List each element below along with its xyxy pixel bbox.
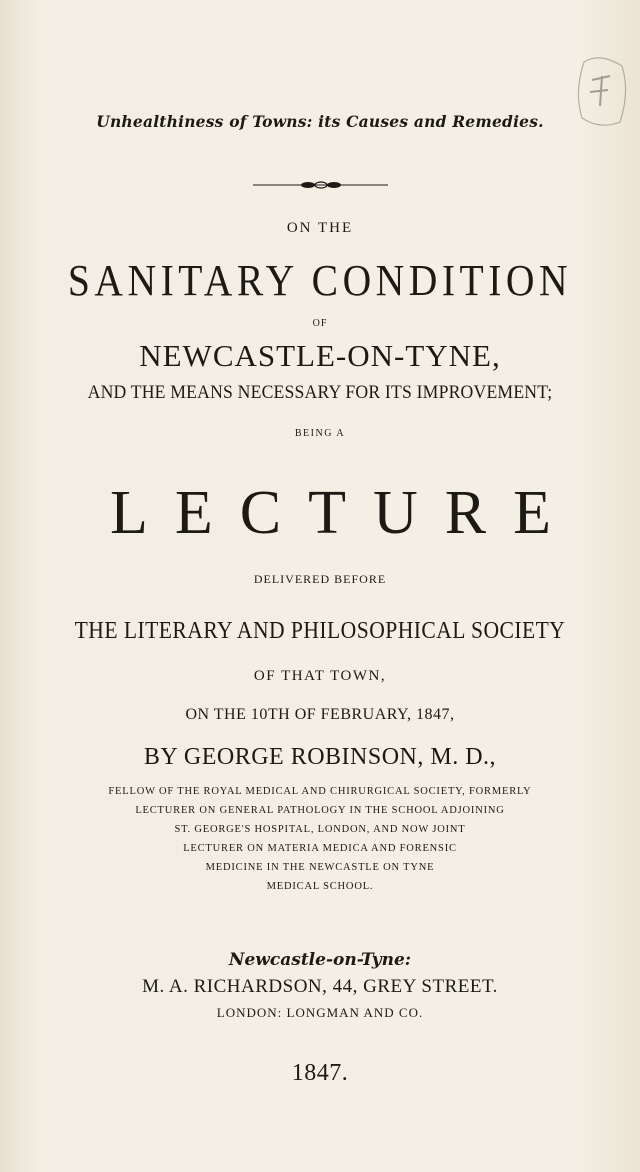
delivered-before-text: DELIVERED BEFORE <box>253 572 387 586</box>
author-line: BY GEORGE ROBINSON, M. D., <box>143 744 497 770</box>
publisher-line: M. A. RICHARDSON, 44, GREY STREET. <box>142 976 498 997</box>
credentials-line: ST. GEORGE'S HOSPITAL, LONDON, AND NOW JOINT <box>174 824 466 835</box>
credentials-line: FELLOW OF THE ROYAL MEDICAL AND CHIRURGICAL SOCIETY, FORMERLY <box>108 786 532 797</box>
society-name: THE LITERARY AND PHILOSOPHICAL SOCIETY <box>74 618 566 644</box>
place-title: NEWCASTLE-ON-TYNE, <box>139 338 501 373</box>
london-agent-line: LONDON: LONGMAN AND CO. <box>216 1005 424 1020</box>
being-a-text: BEING A <box>294 428 346 439</box>
subtitle-means: AND THE MEANS NECESSARY FOR ITS IMPROVEMENT; <box>87 382 553 403</box>
credentials-line: LECTURER ON GENERAL PATHOLOGY IN THE SCHOOL ADJOINING <box>135 805 505 816</box>
credentials-line: LECTURER ON MATERIA MEDICA AND FORENSIC <box>183 843 457 854</box>
credentials-line: MEDICINE IN THE NEWCASTLE ON TYNE <box>205 862 435 873</box>
credentials-line: MEDICAL SCHOOL. <box>266 881 374 892</box>
main-title: SANITARY CONDITION <box>67 256 573 305</box>
lecture-date: ON THE 10TH OF FEBRUARY, 1847, <box>185 706 455 723</box>
of-that-town-text: OF THAT TOWN, <box>253 668 387 684</box>
publication-year: 1847. <box>291 1060 349 1086</box>
lecture-title: LECTURE <box>110 479 578 547</box>
imprint-place: Newcastle-on-Tyne: <box>228 950 412 970</box>
of-text: OF <box>312 318 328 329</box>
on-the-text: ON THE <box>286 220 354 236</box>
ornament-rule <box>253 178 388 192</box>
blackletter-heading: Unhealthiness of Towns: its Causes and Remedies. <box>96 112 544 131</box>
